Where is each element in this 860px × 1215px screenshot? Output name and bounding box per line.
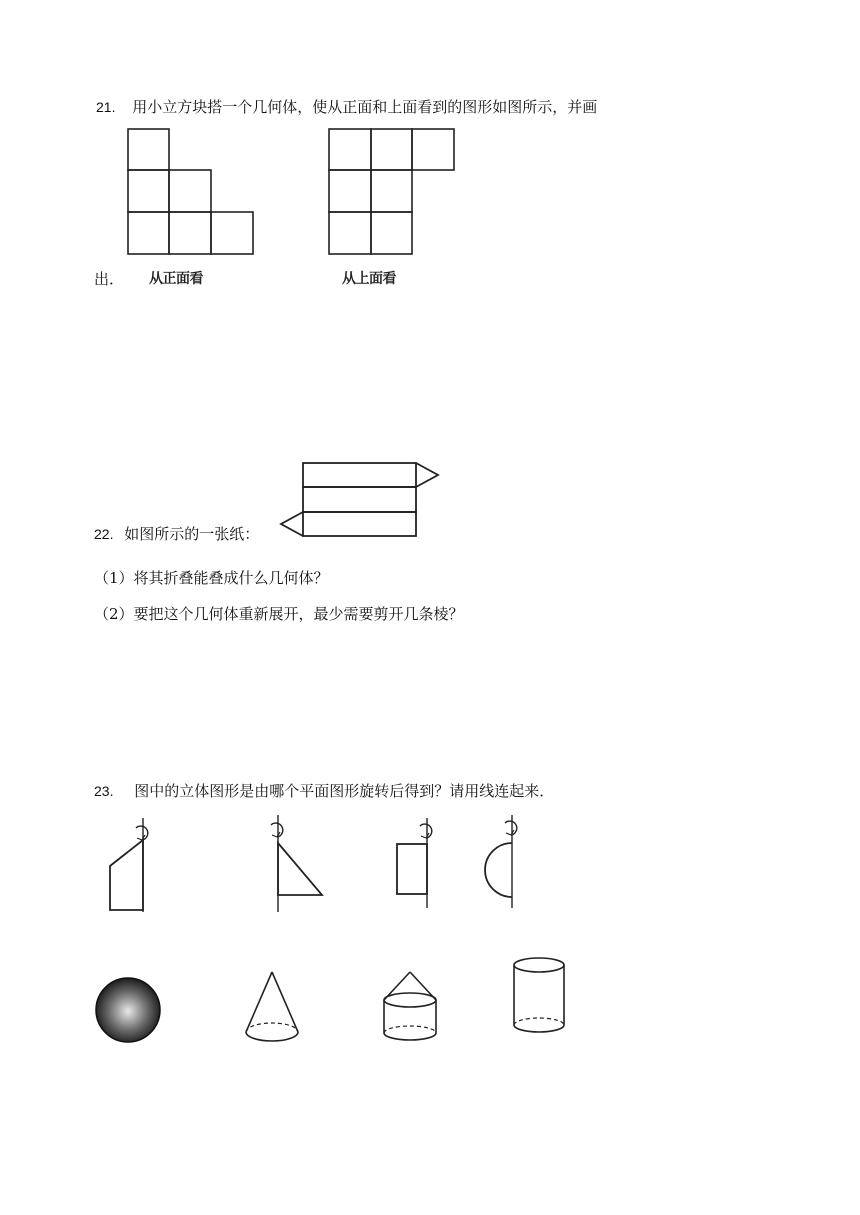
q21-number: 21. xyxy=(96,99,116,115)
plane-figure-semicircle xyxy=(485,815,517,908)
front-view-caption: 从正面看 xyxy=(149,271,203,287)
plane-figure-triangle xyxy=(271,815,322,912)
plane-figure-trapezoid xyxy=(110,818,148,912)
q23-number: 23. xyxy=(94,783,114,799)
q21-text: 用小立方块搭一个几何体，使从正面和上面看到的图形如图所示，并画 xyxy=(132,98,598,116)
q23-text: 图中的立体图形是由哪个平面图形旋转后得到？请用线连起来． xyxy=(134,782,555,800)
solid-cone xyxy=(246,972,298,1041)
plane-figure-rectangle xyxy=(397,818,432,908)
q22-text: 如图所示的一张纸： xyxy=(124,525,260,543)
q22-part1: （1）将其折叠能叠成什么几何体？ xyxy=(94,569,329,587)
solid-sphere xyxy=(96,978,160,1042)
solid-cone-on-cylinder xyxy=(384,972,436,1040)
q21-continuation: 出． xyxy=(94,270,125,288)
q22-part2: （2）要把这个几何体重新展开，最少需要剪开几条棱？ xyxy=(94,605,464,623)
top-view-caption: 从上面看 xyxy=(342,271,396,287)
solid-cylinder xyxy=(514,958,564,1032)
q22-number: 22. xyxy=(94,526,114,542)
